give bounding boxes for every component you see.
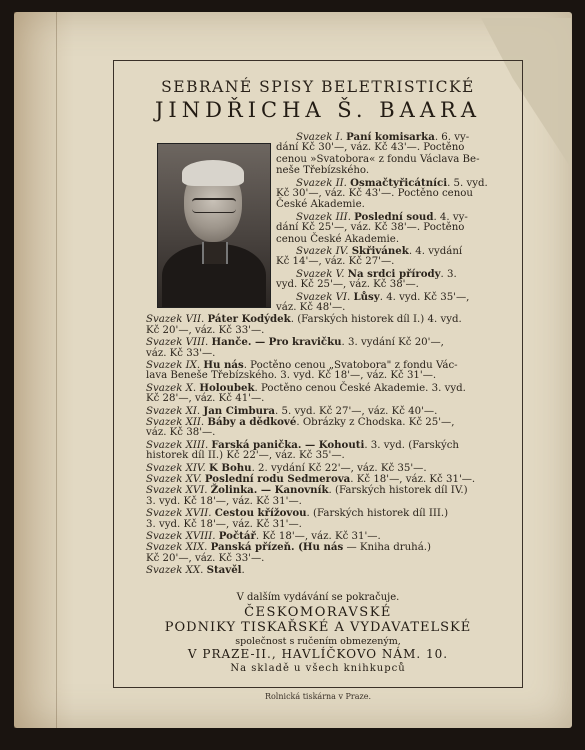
publisher-line-2: PODNIKY TISKAŘSKÉ A VYDAVATELSKÉ [164,620,472,635]
volume-details-continued: Kč 28'—, váz. Kč 41'—. [146,393,265,405]
volume-number: Svazek XIX. [146,542,211,554]
volume-title: Cestou křížovou [214,507,307,520]
volume-title: Na srdci přírody [347,267,441,280]
volume-details: . Poctěno cenou České Akademie. 3. vyd. [254,382,466,394]
volume-details: . 2. vydání Kč 22'—, váz. Kč 35'—. [251,462,427,474]
volume-title: Paní komisarka [346,131,435,143]
volume-details-continued: cenou České Akademie. [276,233,400,245]
volume-details: . 4. vy- [433,211,468,223]
volume-number: Svazek VIII. [146,337,212,349]
volume-number: Svazek XVI. [146,485,211,497]
volume-number: Svazek IV. [296,246,352,257]
volume-details-continued: váz. Kč 33'—. [146,347,216,359]
stock-note: Na skladě u všech knihkupců [230,663,406,674]
volume-number: Svazek XVII. [146,508,215,520]
volume-details: — Kniha druhá.) [343,542,432,554]
volume-details: . Poctěno cenou „Svatobora" z fondu Vác- [243,360,458,371]
volume-details: . 5. vyd. [447,177,488,189]
volume-number: Svazek XII. [146,417,208,428]
volume-details: . [241,565,245,577]
volume-title: Hu nás [203,359,244,371]
volume-details-continued: dání Kč 25'—, váz. Kč 38'—. Poctěno [276,222,465,234]
volume-title: Holoubek [199,381,255,394]
volume-title: Báby a dědkové [207,416,297,428]
volume-entry [146,564,245,577]
volume-details-continued: neše Třebízského. [276,165,370,177]
volume-title: Lůsy [353,290,380,303]
volume-number: Svazek XI. [146,405,204,417]
volume-title: Skřivánek [351,245,409,257]
company-type: společnost s ručením obmezeným, [235,636,401,647]
volume-details-continued: Kč 20'—, váz. Kč 33'—. [146,552,265,564]
volume-details-continued: 3. vyd. Kč 18'—, váz. Kč 31'—. [146,495,302,507]
volume-number: Svazek IX. [146,360,204,371]
volume-title: Panská přízeň. (Hu nás [210,541,344,554]
volume-details-continued: Kč 20'—, váz. Kč 33'—. [146,324,265,336]
volume-number: Svazek I. [296,132,347,143]
volume-title: Počtář [218,530,256,542]
volume-title: Žolinka. — Kanovník [210,484,329,497]
volume-details-continued: vyd. Kč 25'—, váz. Kč 38'—. [276,279,419,291]
volume-details-continued: České Akademie. [276,199,365,211]
volume-number: Svazek II. [296,177,351,189]
volume-number: Svazek XVIII. [146,531,219,542]
volume-details: . Kč 18'—, váz. Kč 31'—. [255,531,381,542]
volume-title: Farská panička. — Kohouti [211,438,365,451]
author-heading: JINDŘICHA Š. BAARA [155,98,481,122]
volume-details: . 6. vy- [434,132,470,143]
volume-details: . 3. [440,268,457,280]
volume-details-continued: Kč 30'—, váz. Kč 43'—. Poctěno cenou [276,188,473,199]
continuation-note: V dalším vydávání se pokračuje. [236,592,400,603]
volume-details-continued: lava Beneše Třebízského. 3. vyd. Kč 18'—, váz. Kč 31'—. [146,370,437,382]
publisher-line-1: ČESKOMORAVSKÉ [244,605,392,620]
volume-number: Svazek X. [146,382,200,394]
volume-number: Svazek XV. [146,474,205,485]
volume-title: Páter Kodýdek [207,313,291,326]
volume-title: Poslední rodu Sedmerova [204,473,351,485]
volume-number: Svazek III. [296,211,355,223]
volume-details-continued: historek díl II.) Kč 22'—, váz. Kč 35'—. [146,450,345,462]
printer-imprint: Rolnická tiskárna v Praze. [264,692,372,701]
volume-details-continued: dání Kč 30'—, váz. Kč 43'—. Poctěno [276,142,465,154]
volume-number: Svazek V. [296,268,348,280]
volume-number: Svazek XIV. [146,462,209,474]
volume-number: Svazek XIII. [146,439,212,451]
volume-details: . Obrázky z Chodska. Kč 25'—, [296,417,455,428]
volume-details-continued: Kč 14'—, váz. Kč 27'—. [276,256,395,268]
volume-details-continued: 3. vyd. Kč 18'—, váz. Kč 31'—. [146,518,302,530]
volume-number: Svazek VI. [296,291,354,303]
volume-details: . 4. vydání [408,246,463,257]
series-heading: SEBRANÉ SPISY BELETRISTICKÉ [161,78,475,96]
volume-details: . 4. vyd. Kč 35'—, [379,291,470,303]
volume-number: Svazek VII. [146,314,208,326]
volume-details: . (Farských historek díl I.) 4. vyd. [290,314,462,326]
publisher-address: V PRAZE-II., HAVLÍČKOVO NÁM. 10. [187,647,449,661]
volume-title: Poslední soud [354,210,434,223]
volume-number: Svazek XX. [146,565,207,577]
volume-title: Hanče. — Pro kravičku [211,336,342,349]
volume-title: K Bohu [208,461,252,474]
volume-details: . 3. vydání Kč 20'—, [341,337,444,349]
volume-details: . Kč 18'—, váz. Kč 31'—. [350,474,476,485]
volume-title: Stavěl [206,564,242,577]
volume-details: . 3. vyd. (Farských [364,439,459,451]
volume-details-continued: váz. Kč 38'—. [146,427,216,439]
volume-title: Jan Cimbura [203,404,276,417]
volume-title: Osmačtyřicátníci [350,176,448,189]
volume-details-continued: cenou »Svatobora« z fondu Václava Be- [276,153,480,165]
volume-details: . (Farských historek díl IV.) [328,485,468,497]
volume-details-continued: váz. Kč 48'—. [276,302,346,313]
volume-details: . 5. vyd. Kč 27'—, váz. Kč 40'—. [275,405,438,417]
volume-details: . (Farských historek díl III.) [306,508,449,520]
